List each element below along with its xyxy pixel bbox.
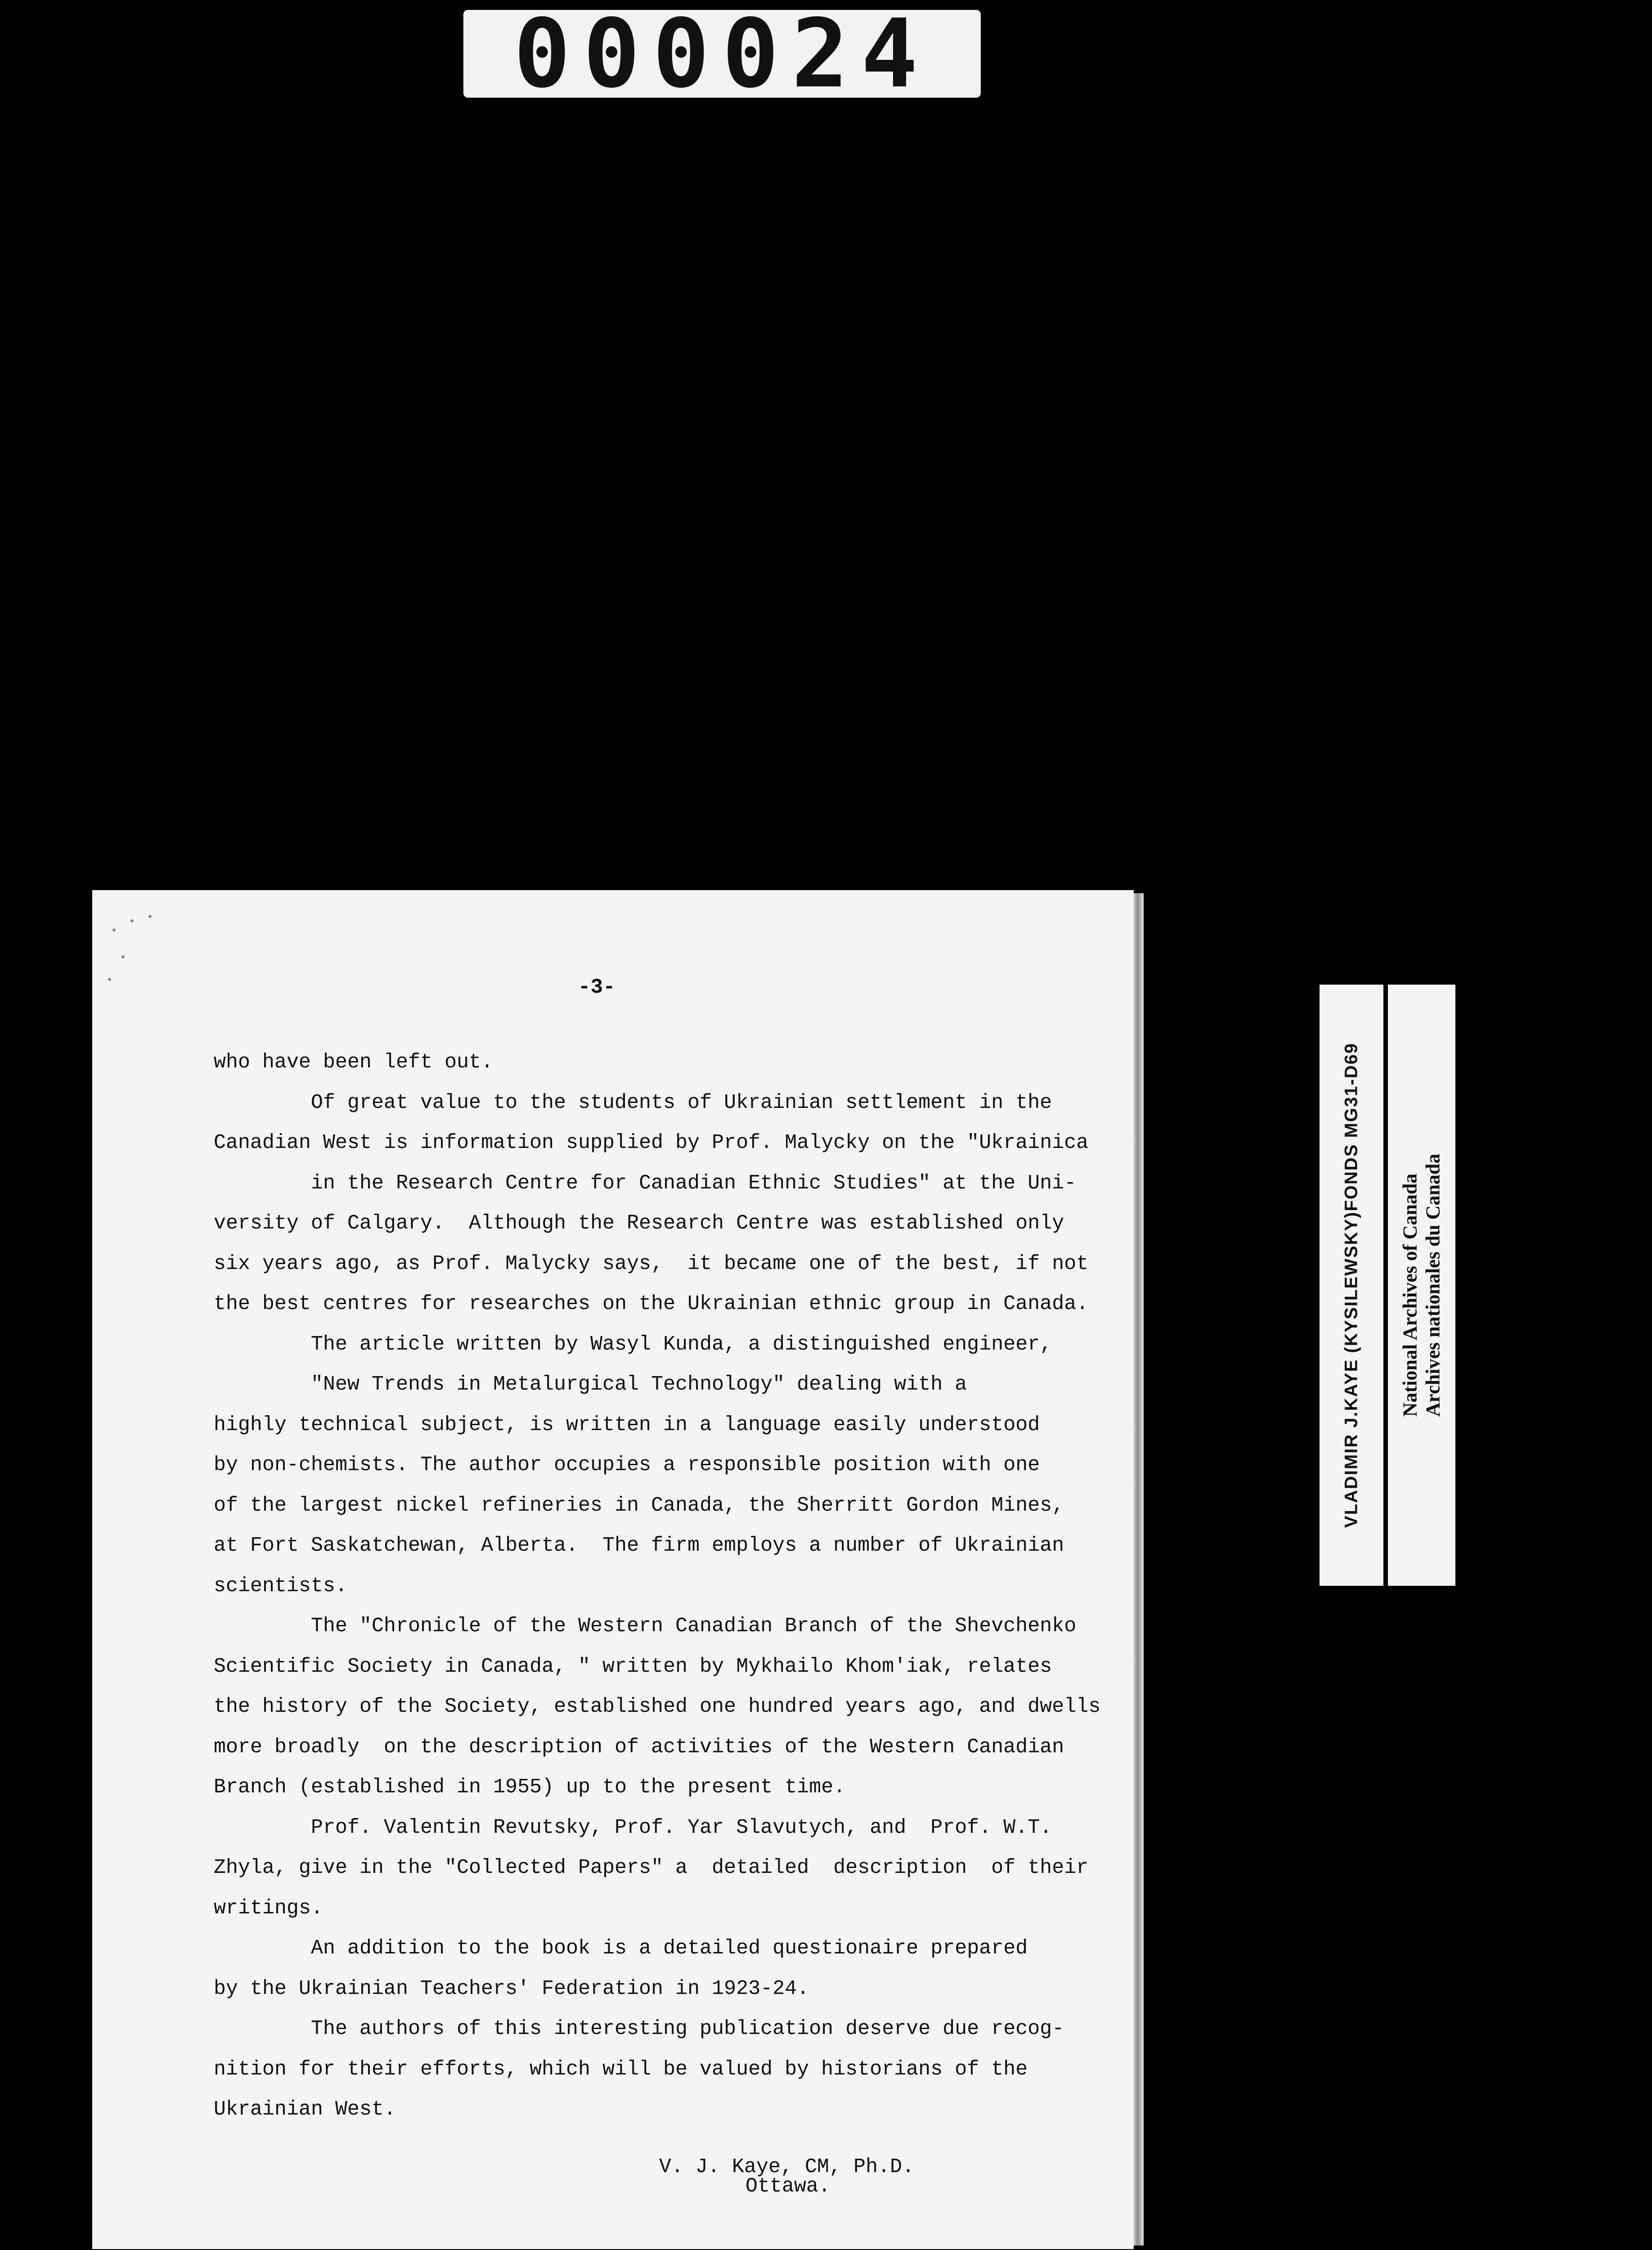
archives-label-fr: Archives nationales du Canada: [1422, 1153, 1444, 1417]
body-line: highly technical subject, is written in a language easily understood: [214, 1413, 1040, 1436]
archives-label: [1399, 1154, 1444, 1417]
body-line: Ukrainian West.: [214, 2098, 396, 2121]
archives-label-en: National Archives of Canada: [1399, 1173, 1421, 1417]
page-edge: [1134, 893, 1144, 2246]
body-line: An addition to the book is a detailed questionaire prepared: [214, 1937, 1028, 1960]
signature-place: Ottawa.: [745, 2175, 831, 2198]
body-line: Canadian West is information supplied by Prof. Malycky on the "Ukrainica: [214, 1131, 1089, 1154]
document-page: [92, 890, 1134, 2249]
body-line: by non-chemists. The author occupies a responsible position with one: [214, 1454, 1040, 1476]
body-line: versity of Calgary. Although the Research Centre was established only: [214, 1212, 1064, 1235]
body-line: writings.: [214, 1896, 323, 1920]
body-line: at Fort Saskatchewan, Alberta. The firm employs a number of Ukrainian: [214, 1534, 1064, 1557]
body-line: in the Research Centre for Canadian Ethnic Studies" at the Uni-: [214, 1171, 1077, 1195]
body-line: The authors of this interesting publication deserve due recog-: [214, 2017, 1064, 2040]
body-line: the best centres for researches on the Ukrainian ethnic group in Canada.: [214, 1292, 1089, 1315]
body-line: the history of the Society, established one hundred years ago, and dwells: [214, 1695, 1101, 1718]
body-line: nition for their efforts, which will be valued by historians of the: [214, 2057, 1028, 2081]
frame-number-text: 000024: [513, 0, 931, 109]
body-line: scientists.: [214, 1574, 348, 1598]
body-line: who have been left out.: [214, 1051, 494, 1074]
archives-label-card: [1388, 985, 1455, 1586]
signature-name: V. J. Kaye, CM, Ph.D.: [659, 2156, 915, 2178]
body-line: Zhyla, give in the "Collected Papers" a detailed description of their: [214, 1856, 1089, 1879]
body-text: [92, 890, 1134, 2249]
body-line: The article written by Wasyl Kunda, a distinguished engineer,: [214, 1332, 1052, 1356]
fonds-label: VLADIMIR J.KAYE (KYSILEWSKY)FONDS MG31-D69: [1341, 1042, 1361, 1528]
body-line: Scientific Society in Canada, " written by Mykhailo Khom'iak, relates: [214, 1655, 1052, 1678]
body-line: Prof. Valentin Revutsky, Prof. Yar Slavutych, and Prof. W.T.: [214, 1816, 1052, 1839]
body-line: The "Chronicle of the Western Canadian Branch of the Shevchenko: [214, 1615, 1077, 1638]
body-line: Of great value to the students of Ukrainian settlement in the: [214, 1091, 1052, 1114]
body-line: "New Trends in Metalurgical Technology" dealing with a: [214, 1373, 967, 1396]
body-line: of the largest nickel refineries in Canada, the Sherritt Gordon Mines,: [214, 1494, 1064, 1517]
page-number: -3-: [578, 976, 615, 999]
fonds-label-card: [1320, 985, 1383, 1586]
frame-number-label: [463, 0, 981, 109]
body-line: more broadly on the description of activities of the Western Canadian: [214, 1735, 1064, 1759]
body-line: six years ago, as Prof. Malycky says, it became one of the best, if not: [214, 1252, 1089, 1275]
body-line: Branch (established in 1955) up to the present time.: [214, 1776, 846, 1799]
body-line: by the Ukrainian Teachers' Federation in 1923-24.: [214, 1977, 809, 2000]
